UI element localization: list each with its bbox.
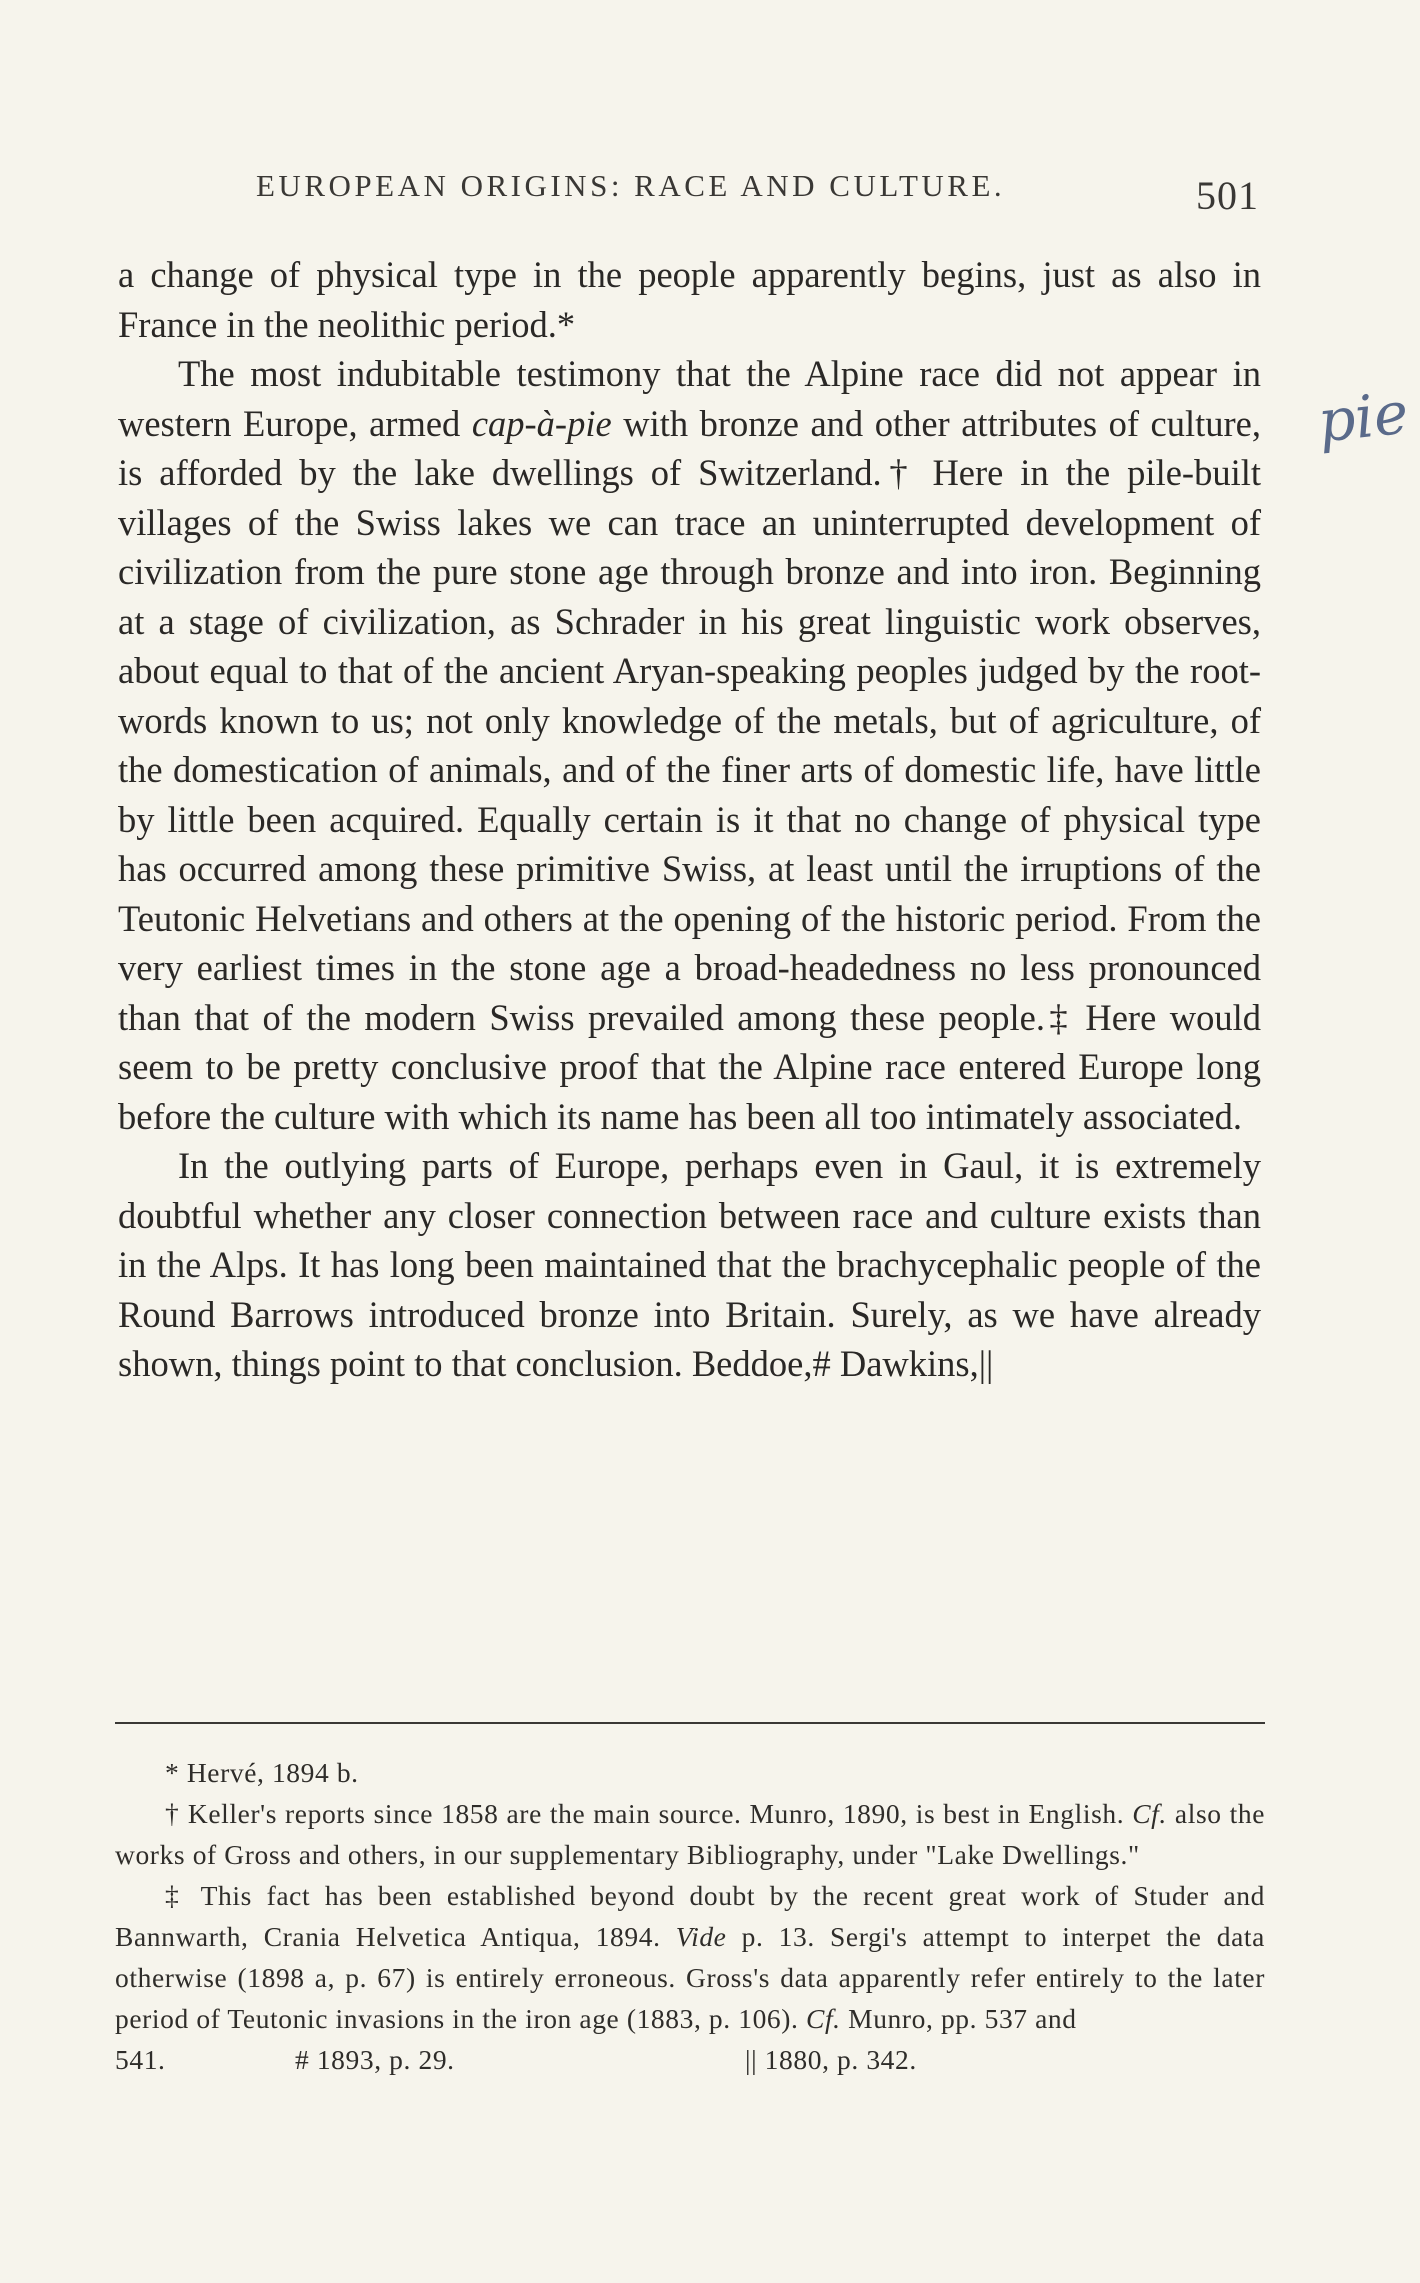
paragraph-1: a change of physical type in the people apparently begins, just as also in France in the neolithic period.* xyxy=(118,254,1261,345)
footnote-dagger-text-b: also the works of Gross and others, in our supplementary Bibliography, under "Lake Dwellings." xyxy=(115,1798,1265,1870)
paragraph-2-text-a: The most indubitable testimony that the Alpine race did not appear in western Europe, armed xyxy=(118,353,1261,444)
paragraph-3: In the outlying parts of Europe, perhaps even in Gaul, it is extremely doubtful whether any closer connection between race and culture exists than in the Alps. It has long been maintained that the brachycephalic people of the Round Barrows introduced bronze into Britain. Surely, as we have already shown, things point to that conclusion. Beddoe,# Dawkins,|| xyxy=(118,1145,1261,1384)
footnote-dagger-text-a: † Keller's reports since 1858 are the main source. Munro, 1890, is best in English. xyxy=(165,1798,1133,1829)
footnote-star: * Hervé, 1894 b. xyxy=(165,1757,359,1788)
main-text xyxy=(118,250,1261,1389)
paragraph-2-text-b: with bronze and other attributes of culture, is afforded by the lake dwellings of Switzerland.† Here in the pile-built villages of the Swiss lakes we can trace an uninterrupted development of civilization from the pure stone age through bronze and into iron. Beginning at a stage of civilization, as Schrader in his great linguistic work observes, about equal to that of the ancient Aryan-speaking peoples judged by the root-words known to us; not only knowledge of the metals, but of agriculture, of the domestication of animals, and of the finer arts of domestic life, have little by little been acquired. Equally certain is it that no change of physical type has occurred among these primitive Swiss, at least until the irruptions of the Teutonic Helvetians and others at the opening of the historic period. From the very earliest times in the stone age a broad-headedness no less pronounced than that of the modern Swiss prevailed among these people.‡ Here would seem to be pretty conclusive proof that the Alpine race entered Europe long before the culture with which its name has been all too intimately associated. xyxy=(118,402,1261,1137)
footnote-parallel: || 1880, p. 342. xyxy=(745,2044,917,2075)
footnote-ddagger-cf: Cf. xyxy=(806,2003,841,2034)
footnote-ddagger-text-a: ‡ This fact has been established beyond doubt by the recent great work of Studer and Bannwarth, Crania Helvetica Antiqua, 1894. xyxy=(115,1880,1265,1952)
footnote-dagger xyxy=(115,1793,1265,1875)
footnote-ddagger-vide: Vide xyxy=(675,1921,727,1952)
footnote-last-line xyxy=(115,2039,1265,2080)
footnote-continuation: 541. xyxy=(115,2044,166,2075)
footnote-double-dagger xyxy=(115,1875,1265,2039)
paragraph-2 xyxy=(118,349,1261,1141)
footnote-ddagger-text-c: Munro, pp. 537 and xyxy=(840,2003,1077,2034)
footnote-dagger-italic: Cf. xyxy=(1132,1798,1167,1829)
footnote-hash: # 1893, p. 29. xyxy=(295,2044,455,2075)
handwritten-margin-note: pie xyxy=(1314,378,1412,456)
footnotes xyxy=(115,1752,1265,2080)
paragraph-2-italic: cap-à-pie xyxy=(471,402,612,444)
footnote-ddagger-text-b: p. 13. Sergi's attempt to interpet the data otherwise (1898 a, p. 67) is entirely erroneous. Gross's data apparently refer entirely to the later period of Teutonic invasions in the iron age (1883, p. 106). xyxy=(115,1921,1265,2034)
running-header: EUROPEAN ORIGINS: RACE AND CULTURE. xyxy=(256,168,1006,203)
footnote-divider xyxy=(115,1722,1265,1724)
page-number: 501 xyxy=(1196,173,1259,218)
